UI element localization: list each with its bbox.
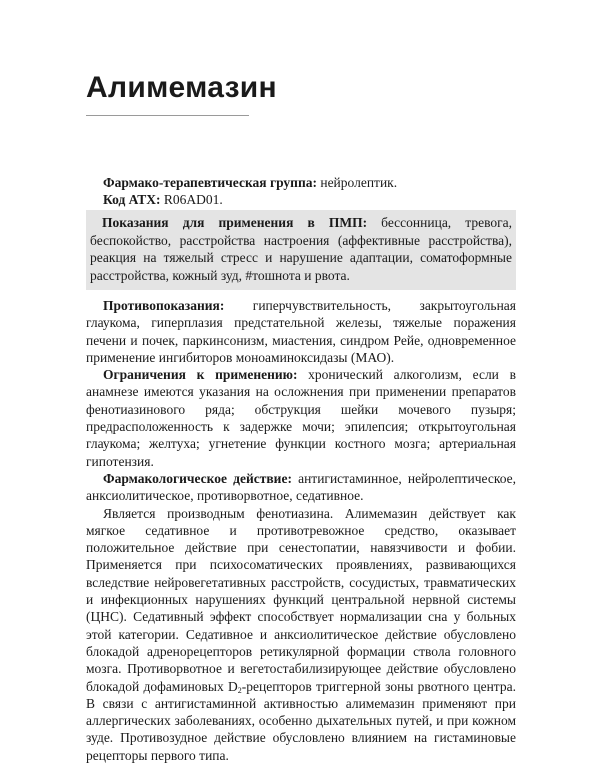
pharmacotherapeutic-group xyxy=(103,174,516,191)
atc-value: R06AD01. xyxy=(160,192,223,207)
description-text-before: Является производным фенотиазина. Алимемазин действует как мягкое седативное и противотревожное средство, оказывает положительное действие при сенестопатии, навязчивости и фобии. Применяется при психосоматических проявлениях, развивающихся вследствие нейровегетативных расстройств, сосудистых, травматических и инфекционных нарушениях функций центральной нервной системы (ЦНС). Седативный эффект способствует нормализации сна у больных этой категории. Седативное и анксиолитическое действие обусловлено блокадой адренорецепторов ретикулярной формации ствола головного мозга. Противорвотное и вегетостабилизирующее действие обусловлено блокадой дофаминовых D xyxy=(86,505,516,694)
restrictions-label: Ограничения к применению: xyxy=(103,367,298,383)
restrictions-paragraph xyxy=(86,366,516,470)
atc-code xyxy=(103,191,516,208)
description-text-after: -рецепторов триггерной зоны рвотного центра. В связи с антигистаминной активностью алимемазин применяют при аллергических заболеваниях, особенно дыхательных путей, и при кожном зуде. Противозудное действие обусловлено влиянием на гистаминовые рецепторы первого типа. xyxy=(86,678,516,763)
restrictions-text: хронический алкоголизм, если в анамнезе имеются указания на осложнения при применении препаратов фенотиазинового ряда; обструкция шейки мочевого пузыря; предрасположенность к задержке мочи; эпилепсия; открытоугольная глаукома; желтуха; угнетение функции костного мозга; артериальная гипотензия. xyxy=(86,367,516,469)
contraindications-label: Противопоказания: xyxy=(103,298,225,313)
atc-label: Код АТХ: xyxy=(103,192,161,207)
title-underline xyxy=(86,115,249,116)
indications-paragraph xyxy=(90,214,512,284)
pharmacology-text: антигистаминное, нейролептическое, анксиолитическое, противорвотное, седативное. xyxy=(86,470,516,504)
pharmacology-paragraph xyxy=(86,470,516,505)
receptor-subscript: 2 xyxy=(237,685,242,695)
contraindications-text: гиперчувствительность, закрытоугольная глаукома, гиперплазия предстательной железы, тяжелые поражения печени и почек, паркинсонизм, миастения, синдром Рейе, одновременное применение ингибиторов моноаминоксидазы (МАО). xyxy=(86,298,516,365)
pharmacology-label: Фармакологическое действие: xyxy=(103,470,292,486)
contraindications-paragraph xyxy=(86,297,516,366)
description-paragraph xyxy=(86,505,516,764)
group-value: нейролептик. xyxy=(316,175,398,190)
indications-label: Показания для применения в ПМП: xyxy=(102,215,368,230)
group-label: Фармако-терапевтическая группа: xyxy=(103,175,317,190)
indications-text: бессонница, тревога, беспокойство, расстройства настроения (аффективные расстройства), реакция на тяжелый стресс и нарушение адаптации, соматоформные расстройства, кожный зуд, #тошнота и рвота. xyxy=(90,215,513,283)
article-body xyxy=(86,297,516,764)
page-title: Алимемазин xyxy=(86,71,277,104)
indications-box xyxy=(86,210,516,290)
drug-meta xyxy=(103,174,516,208)
